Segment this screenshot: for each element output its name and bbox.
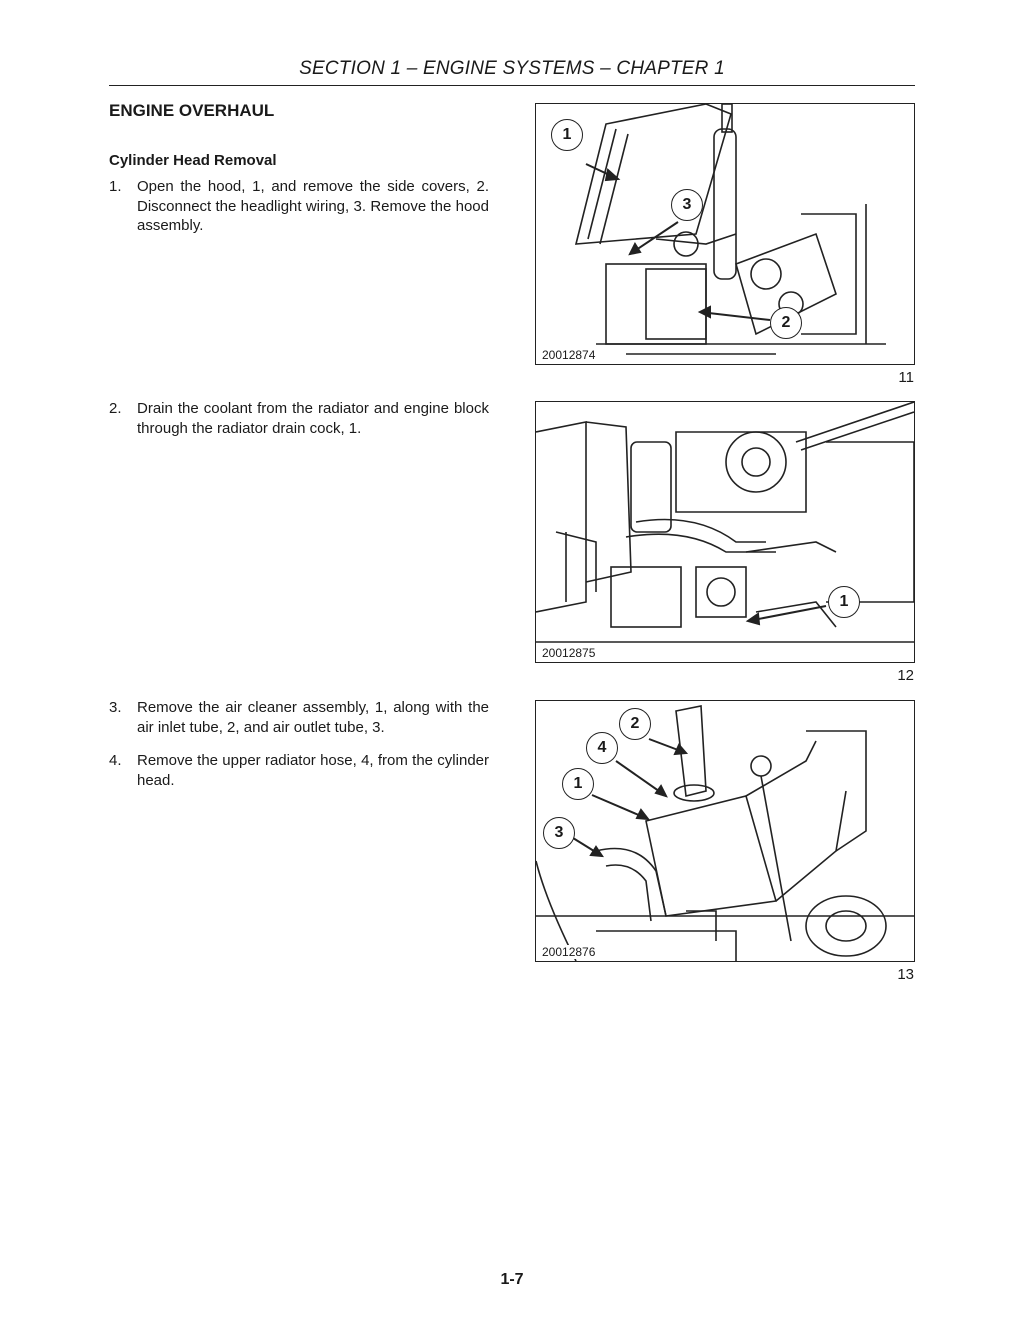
callout-3: 3 (543, 817, 575, 849)
figure-12-illustration (536, 402, 914, 662)
step-number: 4. (109, 752, 122, 769)
step-number: 2. (109, 400, 122, 417)
callout-4: 4 (586, 732, 618, 764)
header-rule (109, 85, 915, 86)
step-number: 1. (109, 178, 122, 195)
figure-number: 12 (897, 667, 914, 684)
callout-1: 1 (551, 119, 583, 151)
step-2 (109, 399, 489, 438)
figure-11-illustration (536, 104, 914, 364)
figure-code: 20012875 (539, 646, 598, 660)
figure-13-air-cleaner (535, 700, 915, 962)
callout-2: 2 (619, 708, 651, 740)
step-text: Remove the air cleaner assembly, 1, along with the air inlet tube, 2, and air outlet tube, 3. (137, 699, 489, 736)
page-number: 1-7 (500, 1271, 524, 1288)
step-text: Open the hood, 1, and remove the side covers, 2. Disconnect the headlight wiring, 3. Remove the hood assembly. (137, 178, 489, 234)
figure-11-hood-removal (535, 103, 915, 365)
figure-code: 20012874 (539, 348, 598, 362)
callout-1: 1 (562, 768, 594, 800)
step-text: Drain the coolant from the radiator and engine block through the radiator drain cock, 1. (137, 400, 489, 437)
figure-code: 20012876 (539, 945, 598, 959)
section-header: SECTION 1 – ENGINE SYSTEMS – CHAPTER 1 (299, 58, 725, 79)
heading-engine-overhaul: ENGINE OVERHAUL (109, 101, 275, 120)
step-number: 3. (109, 699, 122, 716)
step-3 (109, 698, 489, 737)
subheading-cylinder-head-removal: Cylinder Head Removal (109, 152, 277, 169)
callout-3: 3 (671, 189, 703, 221)
callout-2: 2 (770, 307, 802, 339)
step-1 (109, 177, 489, 236)
figure-12-coolant-drain (535, 401, 915, 663)
figure-number: 13 (897, 966, 914, 983)
callout-1: 1 (828, 586, 860, 618)
step-text: Remove the upper radiator hose, 4, from the cylinder head. (137, 752, 489, 789)
step-4 (109, 751, 489, 790)
figure-number: 11 (898, 369, 914, 386)
